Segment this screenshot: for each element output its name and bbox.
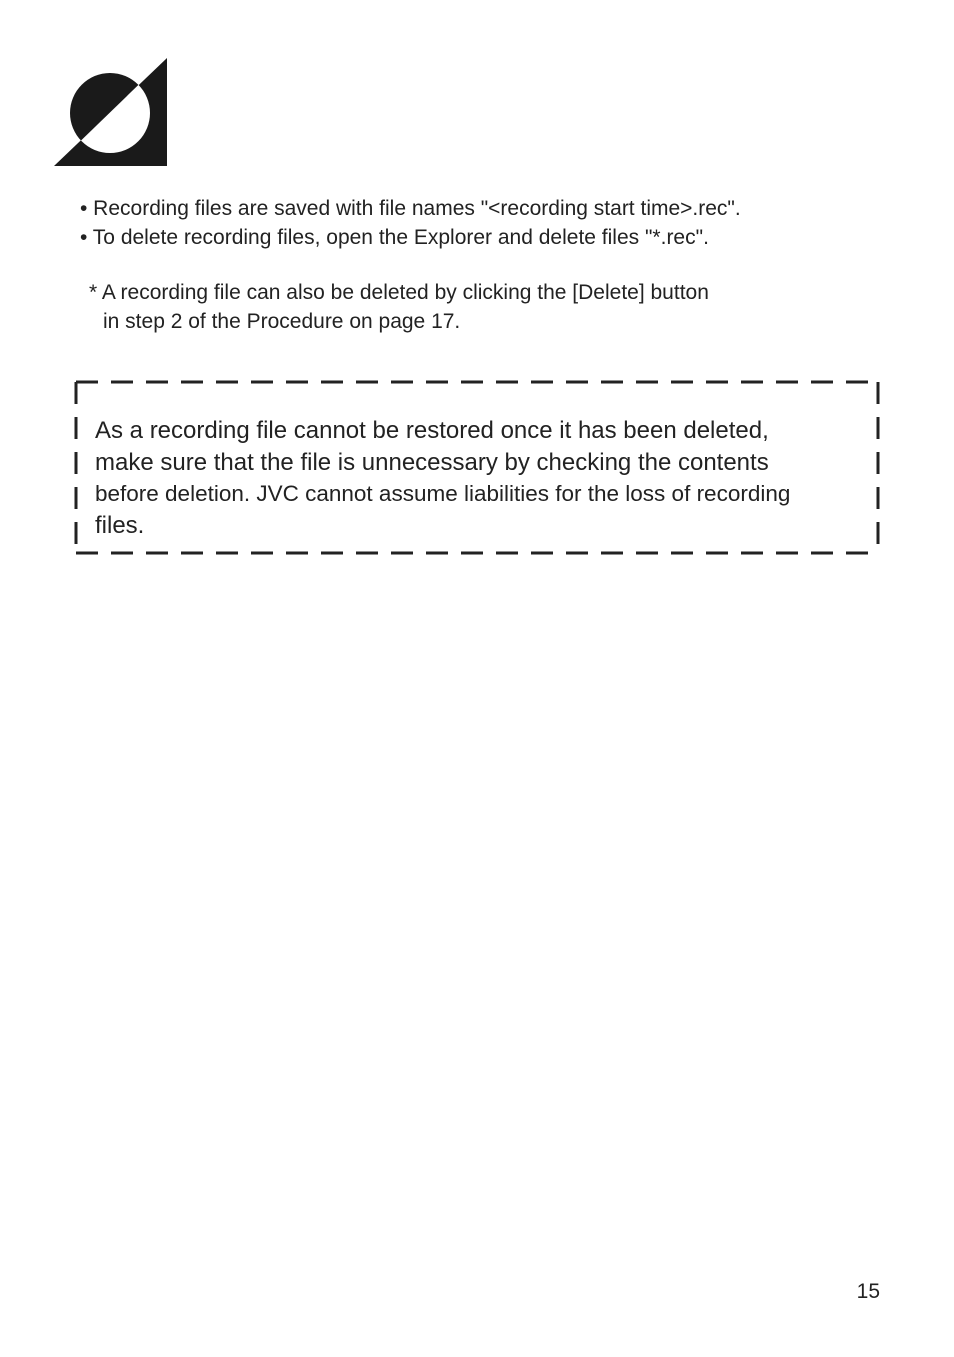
warning-line: As a recording file cannot be restored once it has been deleted,: [95, 417, 769, 444]
bullet-item: • To delete recording files, open the Explorer and delete files "*.rec".: [80, 226, 709, 249]
page-number: 15: [856, 1280, 880, 1303]
footnote-line: * A recording file can also be deleted by clicking the [Delete] button: [89, 281, 709, 304]
caution-mark-icon: [54, 58, 167, 166]
warning-line: before deletion. JVC cannot assume liabilities for the loss of recording: [95, 481, 791, 506]
warning-line: files.: [95, 511, 145, 539]
footnote: [89, 278, 869, 336]
footnote-line: in step 2 of the Procedure on page 17.: [103, 310, 461, 333]
bullet-item: • Recording files are saved with file names "<recording start time>.rec".: [80, 197, 741, 220]
warning-line: make sure that the file is unnecessary by checking the contents: [95, 448, 769, 476]
bullet-list: [80, 194, 880, 252]
warning-text: [95, 415, 867, 541]
